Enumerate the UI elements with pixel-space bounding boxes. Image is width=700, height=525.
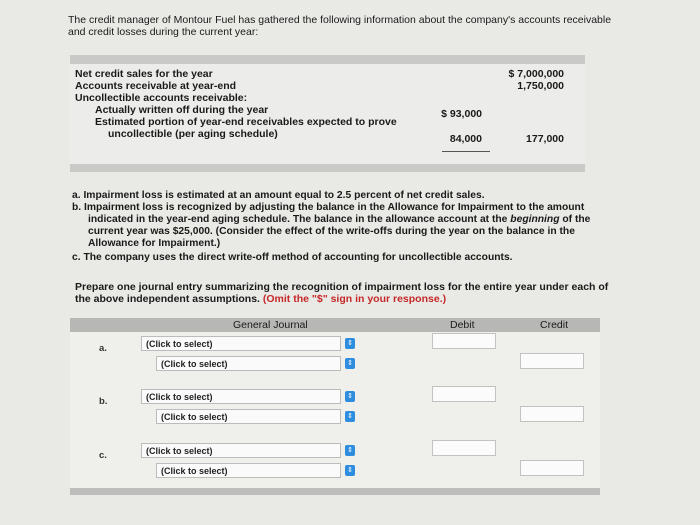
assumption-b-line4: Allowance for Impairment.) xyxy=(88,238,221,249)
assumption-b-line3: current year was $25,000. (Consider the effect of the write-offs during the year on the balance in the xyxy=(88,226,575,237)
info-value-written-off: $ 93,000 xyxy=(441,108,482,120)
debit-input-c[interactable] xyxy=(432,440,496,456)
credit-input-c[interactable] xyxy=(520,460,584,476)
info-value-estimated: 84,000 xyxy=(449,133,482,145)
assumption-c: c. The company uses the direct write-off method of accounting for uncollectible accounts. xyxy=(72,252,513,263)
column-general-journal: General Journal xyxy=(233,319,308,331)
select-arrow-icon[interactable]: ⇕ xyxy=(345,391,355,402)
debit-input-a[interactable] xyxy=(432,333,496,349)
instruction-line2: the above independent assumptions. (Omit the "$" sign in your response.) xyxy=(75,293,447,305)
assumption-b: b. Impairment loss is recognized by adjusting the balance in the Allowance for Impairment to the amount xyxy=(72,202,585,213)
select-arrow-icon[interactable]: ⇕ xyxy=(345,445,355,456)
debit-account-select-b[interactable]: (Click to select) xyxy=(141,389,341,404)
info-label-estimated-2: uncollectible (per aging schedule) xyxy=(108,128,278,140)
credit-input-a[interactable] xyxy=(520,353,584,369)
credit-account-select-c[interactable]: (Click to select) xyxy=(156,463,341,478)
info-label-uncollectible: Uncollectible accounts receivable: xyxy=(75,92,248,104)
info-label-accounts-receivable: Accounts receivable at year-end xyxy=(75,80,237,92)
credit-account-select-b[interactable]: (Click to select) xyxy=(156,409,341,424)
select-arrow-icon[interactable]: ⇕ xyxy=(345,411,355,422)
info-table-bottom-bar xyxy=(70,164,585,172)
select-arrow-icon[interactable]: ⇕ xyxy=(345,338,355,349)
column-credit: Credit xyxy=(540,319,569,331)
info-value-total: 177,000 xyxy=(526,133,564,145)
assumption-a: a. Impairment loss is estimated at an amount equal to 2.5 percent of net credit sales. xyxy=(72,190,485,201)
info-label-written-off: Actually written off during the year xyxy=(95,104,269,116)
journal-header xyxy=(70,318,600,332)
info-value-accounts-receivable: 1,750,000 xyxy=(517,80,564,92)
info-table-top-bar xyxy=(70,55,585,64)
select-arrow-icon[interactable]: ⇕ xyxy=(345,358,355,369)
info-value-net-credit-sales: $ 7,000,000 xyxy=(508,68,564,80)
debit-account-select-c[interactable]: (Click to select) xyxy=(141,443,341,458)
journal-footer xyxy=(70,488,600,495)
info-label-estimated-1: Estimated portion of year-end receivables expected to prove xyxy=(95,116,397,128)
debit-input-b[interactable] xyxy=(432,386,496,402)
instruction-line1: Prepare one journal entry summarizing the recognition of impairment loss for the entire year under each of xyxy=(75,281,609,293)
assumption-b-line2: indicated in the year-end aging schedule. The balance in the allowance account at the beginning of the xyxy=(88,214,591,225)
select-arrow-icon[interactable]: ⇕ xyxy=(345,465,355,476)
entry-letter-a: a. xyxy=(99,343,107,354)
column-debit: Debit xyxy=(450,319,475,331)
intro-text: The credit manager of Montour Fuel has gathered the following information about the company's accounts receivable and credit losses during the current year: xyxy=(68,14,612,38)
entry-letter-c: c. xyxy=(99,450,107,461)
debit-account-select-a[interactable]: (Click to select) xyxy=(141,336,341,351)
entry-letter-b: b. xyxy=(99,396,108,407)
credit-input-b[interactable] xyxy=(520,406,584,422)
credit-account-select-a[interactable]: (Click to select) xyxy=(156,356,341,371)
underline xyxy=(442,151,490,152)
info-label-net-credit-sales: Net credit sales for the year xyxy=(75,68,213,80)
